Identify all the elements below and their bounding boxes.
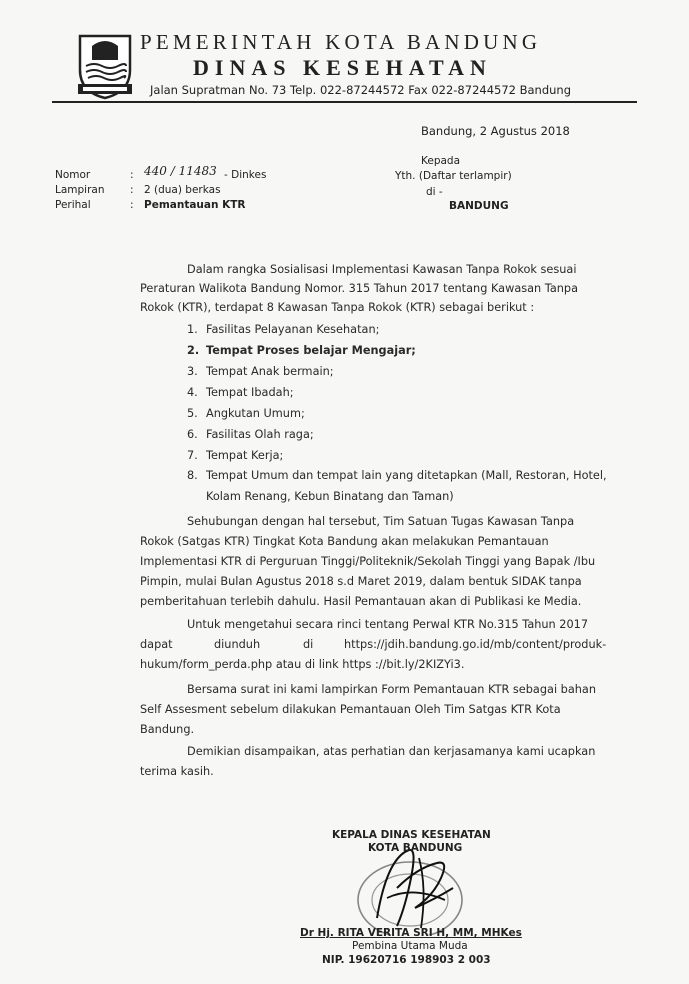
list-item-number: 7. [187,449,198,462]
body-text: Untuk mengetahui secara rinci tentang Perwal KTR No.315 Tahun 2017 [187,618,589,631]
nomor-colon: : [130,169,134,181]
body-text: Sehubungan dengan hal tersebut, Tim Satuan Tugas Kawasan Tanpa [187,515,575,528]
lampiran-label: Lampiran [55,184,105,196]
list-item-number: 8. [187,469,198,482]
body-text: Dalam rangka Sosialisasi Implementasi Kawasan Tanpa Rokok sesuai [187,263,577,276]
body-text: Bandung. [140,723,195,736]
body-text: Peraturan Walikota Bandung Nomor. 315 Tahun 2017 tentang Kawasan Tanpa [140,282,579,295]
body-text: di [303,638,314,651]
body-text: Implementasi KTR di Perguruan Tinggi/Politeknik/Sekolah Tinggi yang Bapak /Ibu [140,555,596,568]
letterhead-rule [52,101,637,103]
recipient-di: di - [426,186,443,198]
recipient-kepada: Kepada [421,155,461,167]
nomor-value: 440 / 11483 [144,164,217,178]
signatory-rank: Pembina Utama Muda [352,940,468,952]
place-date: Bandung, 2 Agustus 2018 [421,124,570,138]
body-text: Rokok (KTR), terdapat 8 Kawasan Tanpa Rokok (KTR) sebagai berikut : [140,301,535,314]
body-text: Pimpin, mulai Bulan Agustus 2018 s.d Maret 2019, dalam bentuk SIDAK tanpa [140,575,582,588]
perihal-label: Perihal [55,199,91,211]
body-text: terima kasih. [140,765,214,778]
body-text: hukum/form_perda.php atau di link https ://bit.ly/2KIZYi3. [140,658,465,671]
list-item-number: 5. [187,407,198,420]
list-item-number: 4. [187,386,198,399]
nomor-suffix: - Dinkes [224,169,267,181]
list-item-number: 2. [187,344,200,357]
lampiran-colon: : [130,184,134,196]
body-text: dapat [140,638,173,651]
list-item: Fasilitas Olah raga; [206,428,314,441]
document-link: https://jdih.bandung.go.id/mb/content/produk- [344,638,607,651]
list-item: Tempat Umum dan tempat lain yang ditetapkan (Mall, Restoran, Hotel, [206,469,607,482]
body-text: pemberitahuan terlebih dahulu. Hasil Pemantauan akan di Publikasi ke Media. [140,595,582,608]
letterhead-government: PEMERINTAH KOTA BANDUNG [140,30,542,54]
body-text: Demikian disampaikan, atas perhatian dan kerjasamanya kami ucapkan [187,745,596,758]
signatory-city: KOTA BANDUNG [368,842,463,854]
list-item: Tempat Ibadah; [206,386,294,399]
letterhead-department: DINAS KESEHATAN [193,55,492,80]
body-text: Rokok (Satgas KTR) Tingkat Kota Bandung akan melakukan Pemantauan [140,535,549,548]
recipient-city: BANDUNG [449,200,509,212]
body-text: diunduh [214,638,261,651]
list-item-number: 1. [187,323,198,336]
list-item-continuation: Kolam Renang, Kebun Binatang dan Taman) [206,490,454,503]
list-item: Tempat Kerja; [206,449,284,462]
nomor-label: Nomor [55,169,91,181]
letterhead-address: Jalan Supratman No. 73 Telp. 022-87244572 Fax 022-87244572 Bandung [150,83,572,97]
signatory-title: KEPALA DINAS KESEHATAN [332,829,491,841]
bandung-city-emblem [74,30,136,100]
list-item: Tempat Anak bermain; [206,365,334,378]
body-text: Bersama surat ini kami lampirkan Form Pemantauan KTR sebagai bahan [187,683,597,696]
perihal-colon: : [130,199,134,211]
list-item: Angkutan Umum; [206,407,305,420]
body-text: Self Assesment sebelum dilakukan Pemantauan Oleh Tim Satgas KTR Kota [140,703,561,716]
list-item-number: 3. [187,365,198,378]
perihal-value: Pemantauan KTR [144,199,246,211]
signatory-nip: NIP. 19620716 198903 2 003 [322,954,491,966]
lampiran-value: 2 (dua) berkas [144,184,221,196]
signatory-name: Dr Hj. RITA VERITA SRI H, MM, MHKes [300,927,522,939]
list-item: Tempat Proses belajar Mengajar; [206,344,416,357]
recipient-yth: Yth. (Daftar terlampir) [395,170,512,182]
list-item: Fasilitas Pelayanan Kesehatan; [206,323,380,336]
list-item-number: 6. [187,428,198,441]
